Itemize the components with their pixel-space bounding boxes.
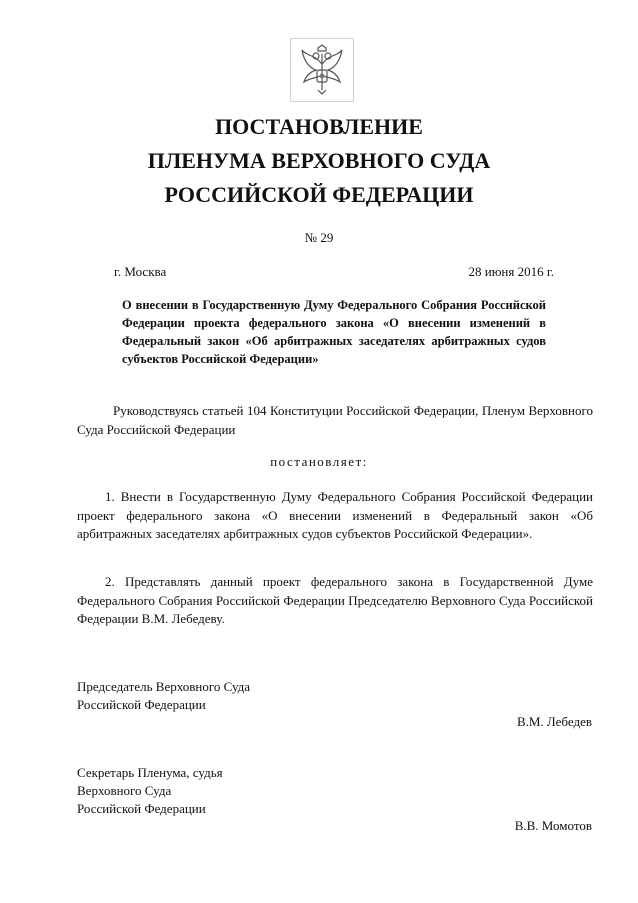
double-headed-eagle-icon (298, 44, 346, 96)
document-date: 28 июня 2016 г. (468, 264, 554, 279)
emblem (290, 38, 354, 102)
signature-title-line: Секретарь Пленума, судья (77, 765, 223, 780)
signature-title-line: Верховного Суда (77, 783, 172, 798)
signature-title-line: Российской Федерации (77, 801, 206, 816)
signature-name: В.М. Лебедев (516, 714, 592, 729)
resolution-item: 1. Внести в Государственную Думу Федерального Собрания Российской Федерации проект федерального закона «О внесении изменений в Федеральный закон «Об арбитражных заседателях арбитражных судов субъектов Российской Федерации». (77, 489, 593, 541)
title-line: ПОСТАНОВЛЕНИЕ (215, 114, 423, 139)
document-title (0, 110, 638, 212)
signature-title-line: Российской Федерации (77, 697, 206, 712)
verdict-heading: постановляет: (270, 454, 368, 469)
title-line: ПЛЕНУМА ВЕРХОВНОГО СУДА (147, 148, 491, 173)
signature-name: В.В. Момотов (514, 818, 592, 833)
document-city: г. Москва (114, 264, 167, 279)
resolution-item: 2. Представлять данный проект федерального закона в Государственной Думе Федерального Собрания Российской Федерации Председателю Верховного Суда Российской Федерации В.М. Лебедеву. (77, 574, 593, 626)
title-line: РОССИЙСКОЙ ФЕДЕРАЦИИ (164, 182, 474, 207)
signature-title (77, 764, 223, 818)
signature-title-line: Председатель Верховного Суда (77, 679, 251, 694)
signature-title (77, 678, 250, 714)
intro-paragraph: Руководствуясь статьей 104 Конституции Российской Федерации, Пленум Верховного Суда Российской Федерации (77, 403, 593, 437)
document-subject: О внесении в Государственную Думу Федерального Собрания Российской Федерации проекта федерального закона «О внесении изменений в Федеральный закон «Об арбитражных заседателях арбитражных судов субъектов Российской Федерации» (122, 298, 546, 366)
document-number: № 29 (304, 230, 334, 245)
